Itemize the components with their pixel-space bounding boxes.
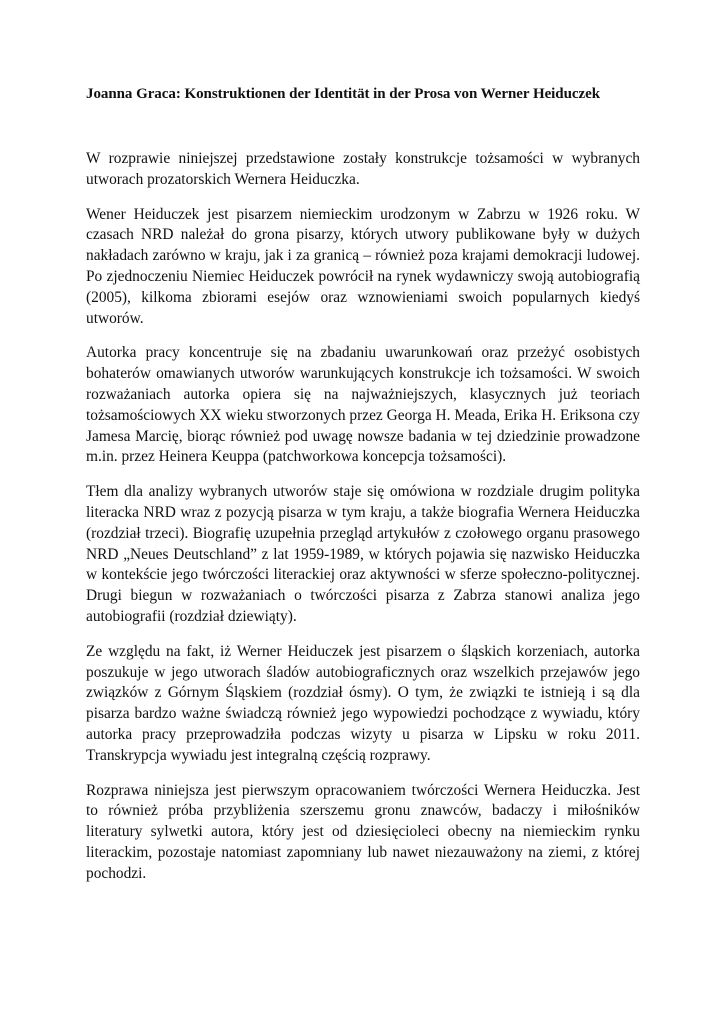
paragraph-3: Autorka pracy koncentruje się na zbadaniu uwarunkowań oraz przeżyć osobistych bohaterów omawianych utworów warunkujących konstrukcje ich tożsamości. W swoich rozważaniach autorka opiera się na najważniejszych, klasycznych już teoriach tożsamościowych XX wieku stworzonych przez Georga H. Meada, Erika H. Eriksona czy Jamesa Marcię, biorąc również pod uwagę nowsze badania w tej dziedzinie prowadzone m.in. przez Heinera Keuppa (patchworkowa koncepcja tożsamości). [86,344,640,466]
paragraph-1: W rozprawie niniejszej przedstawione zostały konstrukcje tożsamości w wybranych utworach prozatorskich Wernera Heiduczka. [86,150,640,188]
document-page [86,85,640,899]
paragraph-5: Ze względu na fakt, iż Werner Heiduczek jest pisarzem o śląskich korzeniach, autorka poszukuje w jego utworach śladów autobiograficznych oraz wszelkich przejawów jego związków z Górnym Śląskiem (rozdział ósmy). O tym, że związki te istnieją i są dla pisarza bardzo ważne świadczą również jego wypowiedzi pochodzące z wywiadu, który autorka pracy przeprowadziła podczas wizyty u pisarza w Lipsku w roku 2011. Transkrypcja wywiadu jest integralną częścią rozprawy. [86,642,640,764]
paragraph-2: Wener Heiduczek jest pisarzem niemieckim urodzonym w Zabrzu w 1926 roku. W czasach NRD należał do grona pisarzy, których utwory publikowane były w dużych nakładach zarówno w kraju, jak i za granicą – również poza krajami demokracji ludowej. Po zjednoczeniu Niemiec Heiduczek powrócił na rynek wydawniczy swoją autobiografią (2005), kilkoma zbiorami esejów oraz wznowieniami swoich popularnych kiedyś utworów. [86,205,640,327]
paragraph-6: Rozprawa niniejsza jest pierwszym opracowaniem twórczości Wernera Heiduczka. Jest to również próba przybliżenia szerszemu gronu znawców, badaczy i miłośników literatury sylwetki autora, który jest od dziesięcioleci obecny na niemieckim rynku literackim, pozostaje natomiast zapomniany lub nawet niezauważony na ziemi, z której pochodzi. [86,781,640,882]
paragraph-4: Tłem dla analizy wybranych utworów staje się omówiona w rozdziale drugim polityka literacka NRD wraz z pozycją pisarza w tym kraju, a także biografia Wernera Heiduczka (rozdział trzeci). Biografię uzupełnia przegląd artykułów z czołowego organu prasowego NRD „Neues Deutschland” z lat 1959-1989, w których pojawia się nazwisko Heiduczka w kontekście jego twórczości literackiej oraz aktywności w sferze społeczno-politycznej. Drugi biegun w rozważaniach o twórczości pisarza z Zabrza stanowi analiza jego autobiografii (rozdział dziewiąty). [86,483,640,625]
document-title: Joanna Graca: Konstruktionen der Identität in der Prosa von Werner Heiduczek [86,86,600,102]
